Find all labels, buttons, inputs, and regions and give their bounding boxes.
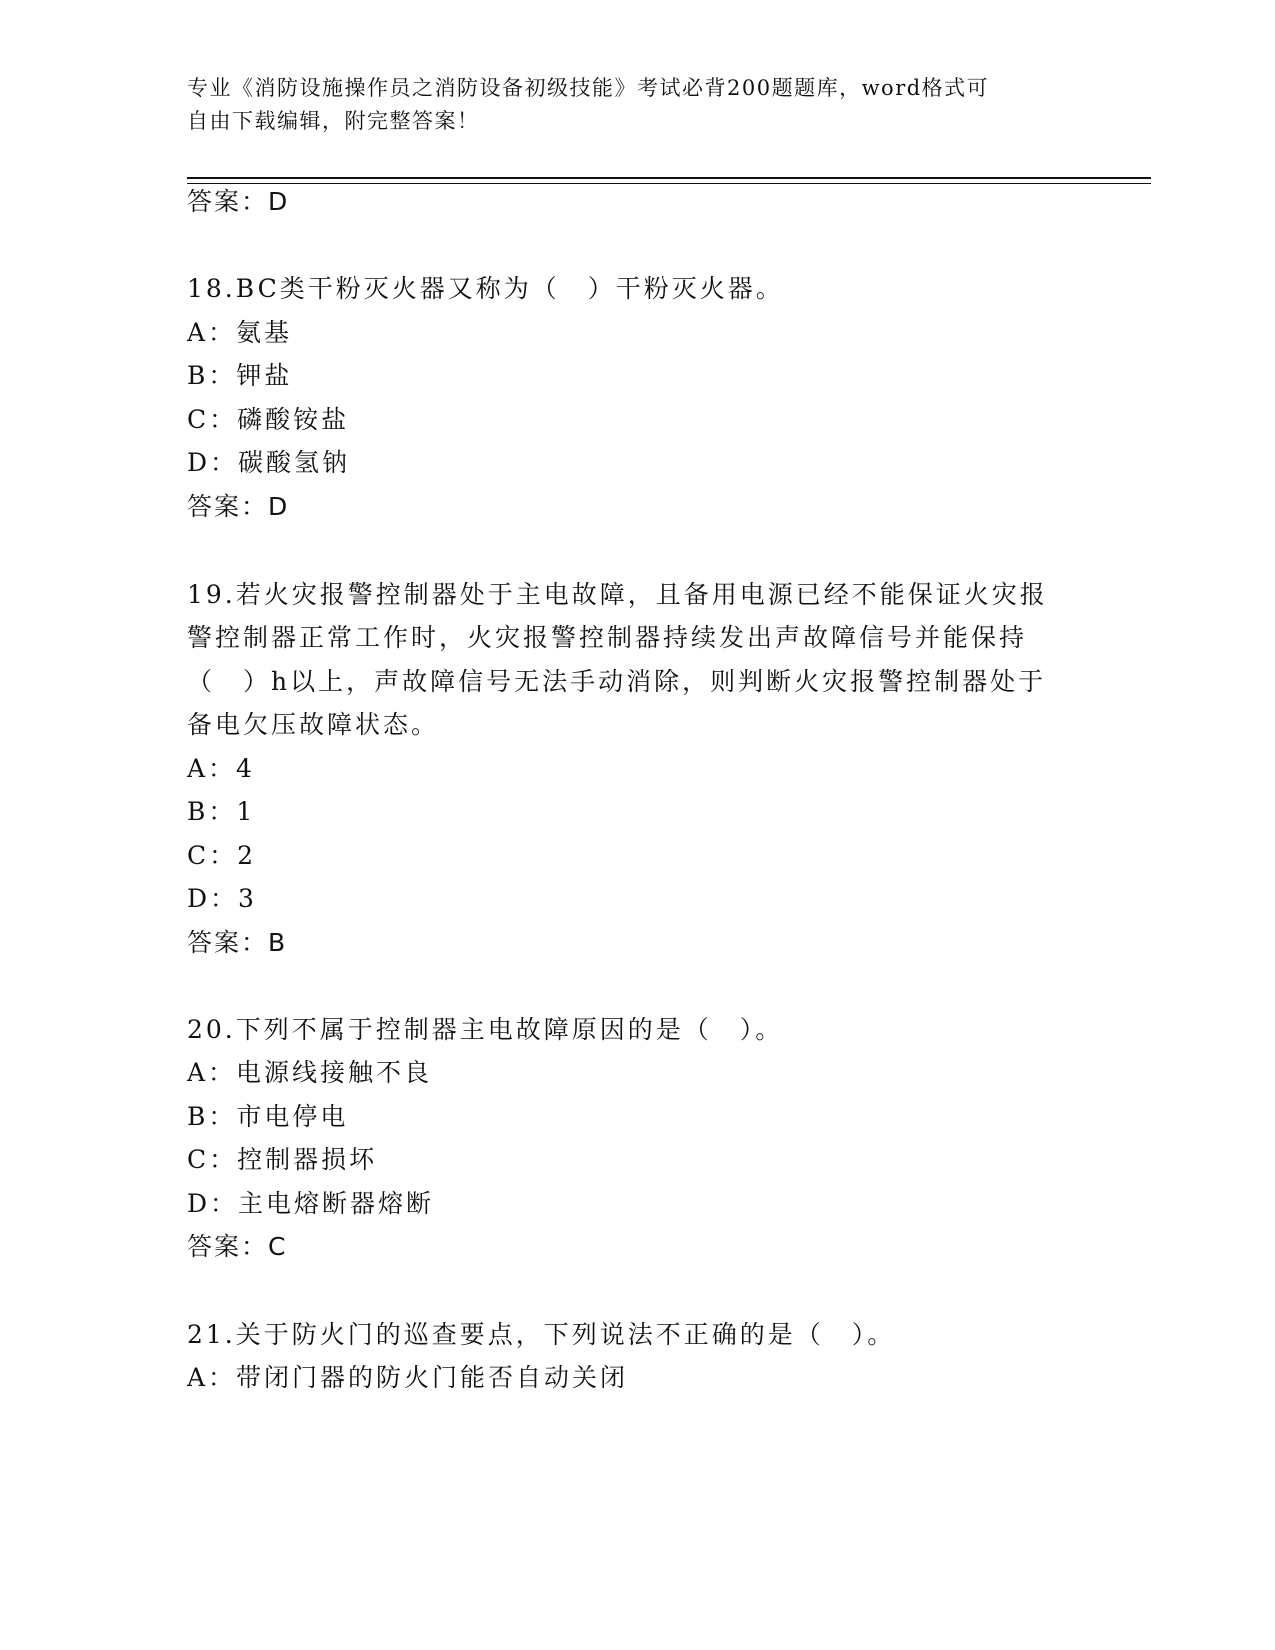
header-divider-thin xyxy=(187,183,1151,184)
question-19-stem-line-1: 19.若火灾报警控制器处于主电故障，且备用电源已经不能保证火灾报 xyxy=(187,580,1048,609)
question-19-option-b: B：1 xyxy=(187,797,256,826)
question-20-option-a: A：电源线接触不良 xyxy=(187,1058,433,1087)
question-20-stem: 20.下列不属于控制器主电故障原因的是（ ）。 xyxy=(187,1015,784,1044)
question-19-stem-line-2: 警控制器正常工作时，火灾报警控制器持续发出声故障信号并能保持 xyxy=(187,623,1028,652)
question-19-option-c: C：2 xyxy=(187,841,257,870)
question-21-option-a: A：带闭门器的防火门能否自动关闭 xyxy=(187,1363,629,1392)
document-header xyxy=(187,72,1067,138)
question-19-option-d: D：3 xyxy=(187,884,257,913)
question-18-option-d: D：碳酸氢钠 xyxy=(187,448,351,477)
header-line-1: 专业《消防设施操作员之消防设备初级技能》考试必背200题题库，word格式可 xyxy=(187,76,990,100)
question-21-stem: 21.关于防火门的巡查要点，下列说法不正确的是（ ）。 xyxy=(187,1320,896,1349)
question-19-stem-line-4: 备电欠压故障状态。 xyxy=(187,710,440,739)
header-divider-thick xyxy=(187,177,1151,179)
question-20-option-b: B：市电停电 xyxy=(187,1102,349,1131)
question-20-option-c: C：控制器损坏 xyxy=(187,1145,378,1174)
question-18-option-a: A：氨基 xyxy=(187,318,293,347)
question-19-answer: 答案：B xyxy=(187,928,288,957)
question-18-stem: 18.BC类干粉灭火器又称为（ ）干粉灭火器。 xyxy=(187,274,784,303)
previous-answer: 答案：D xyxy=(187,187,290,216)
question-18-option-b: B：钾盐 xyxy=(187,361,293,390)
header-line-2: 自由下载编辑，附完整答案！ xyxy=(187,109,480,133)
question-19-stem-line-3: （ ）h以上，声故障信号无法手动消除，则判断火灾报警控制器处于 xyxy=(187,667,1047,696)
question-18-answer: 答案：D xyxy=(187,492,290,521)
question-19-option-a: A：4 xyxy=(187,754,255,783)
question-18-option-c: C：磷酸铵盐 xyxy=(187,405,350,434)
question-20-answer: 答案：C xyxy=(187,1232,288,1261)
question-20-option-d: D：主电熔断器熔断 xyxy=(187,1189,435,1218)
